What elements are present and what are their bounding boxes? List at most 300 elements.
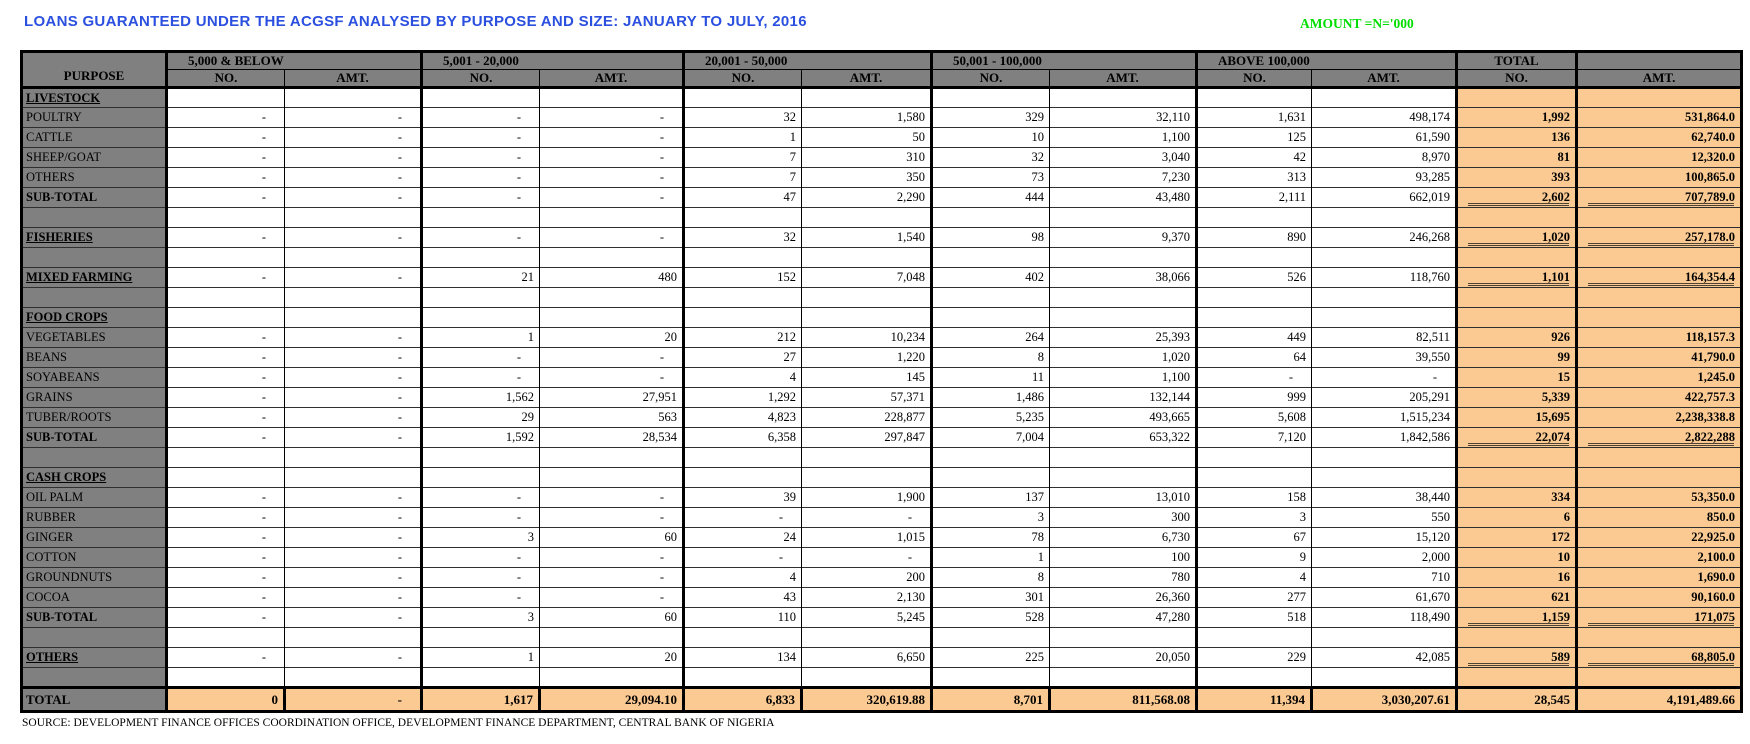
total-value-cell xyxy=(1457,668,1577,688)
value-cell: - xyxy=(167,128,285,148)
value-cell xyxy=(932,248,1050,268)
table-row xyxy=(22,648,1742,668)
row-label-cell xyxy=(22,448,167,468)
value-cell: 15,120 xyxy=(1312,528,1457,548)
value-cell xyxy=(1312,248,1457,268)
loans-table xyxy=(20,50,1743,713)
value-cell: 300 xyxy=(1050,508,1197,528)
value-cell: - xyxy=(540,168,684,188)
row-label-cell xyxy=(22,628,167,648)
row-label-cell: TOTAL xyxy=(22,688,167,712)
value-cell: - xyxy=(540,488,684,508)
value-cell: 999 xyxy=(1197,388,1312,408)
value-cell xyxy=(684,668,802,688)
row-label-cell: SUB-TOTAL xyxy=(22,608,167,628)
value-cell: 205,291 xyxy=(1312,388,1457,408)
total-value-cell xyxy=(1457,308,1577,328)
total-value-cell xyxy=(1577,248,1742,268)
col-header-cell: NO. xyxy=(684,70,802,88)
value-cell xyxy=(1197,668,1312,688)
value-cell xyxy=(1050,448,1197,468)
value-cell: - xyxy=(285,328,422,348)
value-cell: 493,665 xyxy=(1050,408,1197,428)
total-value-cell: 589 xyxy=(1457,648,1577,668)
value-cell: - xyxy=(285,188,422,208)
total-value-cell: 926 xyxy=(1457,328,1577,348)
value-cell: - xyxy=(540,148,684,168)
total-value-cell: 171,075 xyxy=(1577,608,1742,628)
value-cell: - xyxy=(422,168,540,188)
total-value-cell: 621 xyxy=(1457,588,1577,608)
table-row xyxy=(22,568,1742,588)
value-cell: - xyxy=(167,508,285,528)
page-title: LOANS GUARANTEED UNDER THE ACGSF ANALYSED BY PURPOSE AND SIZE: JANUARY TO JULY, 2016 xyxy=(24,13,807,30)
value-cell xyxy=(167,668,285,688)
value-cell xyxy=(1312,208,1457,228)
value-cell: 118,760 xyxy=(1312,268,1457,288)
value-cell: 1,515,234 xyxy=(1312,408,1457,428)
value-cell: - xyxy=(540,568,684,588)
total-value-cell xyxy=(1577,448,1742,468)
value-cell xyxy=(684,208,802,228)
value-cell: 13,010 xyxy=(1050,488,1197,508)
row-label-cell: MIXED FARMING xyxy=(22,268,167,288)
value-cell: 7,230 xyxy=(1050,168,1197,188)
total-value-cell: 2,238,338.8 xyxy=(1577,408,1742,428)
value-cell xyxy=(932,308,1050,328)
value-cell xyxy=(285,668,422,688)
table-row xyxy=(22,108,1742,128)
value-cell: - xyxy=(540,368,684,388)
value-cell: 1,020 xyxy=(1050,348,1197,368)
value-cell xyxy=(1197,308,1312,328)
value-cell xyxy=(932,448,1050,468)
row-label-cell: GRAINS xyxy=(22,388,167,408)
value-cell xyxy=(422,468,540,488)
value-cell: 42,085 xyxy=(1312,648,1457,668)
total-value-cell xyxy=(1577,308,1742,328)
total-value-cell: 5,339 xyxy=(1457,388,1577,408)
value-cell: 1,562 xyxy=(422,388,540,408)
value-cell: 60 xyxy=(540,528,684,548)
value-cell: - xyxy=(802,508,932,528)
total-value-cell: 172 xyxy=(1457,528,1577,548)
col-header-cell: AMT. xyxy=(802,70,932,88)
total-value-cell: 422,757.3 xyxy=(1577,388,1742,408)
value-cell: - xyxy=(285,568,422,588)
value-cell: - xyxy=(422,488,540,508)
row-label-cell: FISHERIES xyxy=(22,228,167,248)
value-cell: 1 xyxy=(422,648,540,668)
row-label-cell xyxy=(22,288,167,308)
value-cell: 32 xyxy=(932,148,1050,168)
value-cell xyxy=(540,88,684,108)
total-value-cell: 2,822,288 xyxy=(1577,428,1742,448)
total-value-cell xyxy=(1457,468,1577,488)
value-cell: 3,040 xyxy=(1050,148,1197,168)
value-cell xyxy=(285,288,422,308)
total-value-cell: 15,695 xyxy=(1457,408,1577,428)
col-header-cell: NO. xyxy=(422,70,540,88)
value-cell xyxy=(802,308,932,328)
value-cell: 313 xyxy=(1197,168,1312,188)
value-cell: - xyxy=(540,128,684,148)
value-cell: 1,100 xyxy=(1050,128,1197,148)
row-label-cell xyxy=(22,248,167,268)
total-value-cell xyxy=(1457,448,1577,468)
value-cell: 11 xyxy=(932,368,1050,388)
value-cell: 78 xyxy=(932,528,1050,548)
col-header-cell: NO. xyxy=(932,70,1050,88)
value-cell: 4 xyxy=(684,568,802,588)
value-cell xyxy=(1050,628,1197,648)
total-value-cell: 6 xyxy=(1457,508,1577,528)
value-cell: 7,120 xyxy=(1197,428,1312,448)
row-label-cell: OTHERS xyxy=(22,168,167,188)
value-cell: 47 xyxy=(684,188,802,208)
total-value-cell xyxy=(1577,88,1742,108)
value-cell: 297,847 xyxy=(802,428,932,448)
value-cell xyxy=(1197,288,1312,308)
table-row xyxy=(22,208,1742,228)
value-cell: - xyxy=(285,128,422,148)
source-note: SOURCE: DEVELOPMENT FINANCE OFFICES COORDINATION OFFICE, DEVELOPMENT FINANCE DEPARTMENT, CENTRAL BANK OF NIGERIA xyxy=(22,717,775,729)
value-cell xyxy=(422,448,540,468)
value-cell: 38,440 xyxy=(1312,488,1457,508)
row-label-cell: TUBER/ROOTS xyxy=(22,408,167,428)
total-value-cell: 2,100.0 xyxy=(1577,548,1742,568)
value-cell: 1,617 xyxy=(422,688,540,712)
col-header-cell: AMT. xyxy=(540,70,684,88)
value-cell: - xyxy=(802,548,932,568)
value-cell xyxy=(802,248,932,268)
value-cell: - xyxy=(540,548,684,568)
value-cell: - xyxy=(285,488,422,508)
value-cell: - xyxy=(167,148,285,168)
total-value-cell xyxy=(1457,88,1577,108)
value-cell: 64 xyxy=(1197,348,1312,368)
value-cell: 5,245 xyxy=(802,608,932,628)
value-cell: - xyxy=(684,548,802,568)
value-cell: - xyxy=(285,168,422,188)
value-cell: 93,285 xyxy=(1312,168,1457,188)
total-value-cell: 164,354.4 xyxy=(1577,268,1742,288)
value-cell: - xyxy=(167,328,285,348)
value-cell: 6,833 xyxy=(684,688,802,712)
value-cell: - xyxy=(167,528,285,548)
value-cell: 2,111 xyxy=(1197,188,1312,208)
value-cell xyxy=(422,288,540,308)
table-row xyxy=(22,408,1742,428)
value-cell: 225 xyxy=(932,648,1050,668)
row-label-cell: SOYABEANS xyxy=(22,368,167,388)
value-cell: 890 xyxy=(1197,228,1312,248)
value-cell: 310 xyxy=(802,148,932,168)
value-cell: - xyxy=(1197,368,1312,388)
row-label-cell: SUB-TOTAL xyxy=(22,428,167,448)
value-cell: - xyxy=(167,648,285,668)
value-cell: - xyxy=(422,348,540,368)
value-cell xyxy=(1197,208,1312,228)
row-label-cell xyxy=(22,668,167,688)
total-value-cell xyxy=(1457,208,1577,228)
value-cell xyxy=(1050,288,1197,308)
table-row xyxy=(22,228,1742,248)
value-cell: 780 xyxy=(1050,568,1197,588)
table-row xyxy=(22,528,1742,548)
table-row xyxy=(22,328,1742,348)
value-cell: 228,877 xyxy=(802,408,932,428)
value-cell xyxy=(285,248,422,268)
value-cell: - xyxy=(167,348,285,368)
value-cell: 350 xyxy=(802,168,932,188)
value-cell: - xyxy=(422,508,540,528)
value-cell: 5,235 xyxy=(932,408,1050,428)
value-cell: - xyxy=(422,228,540,248)
table-row xyxy=(22,668,1742,688)
value-cell xyxy=(422,248,540,268)
row-label-cell: LIVESTOCK xyxy=(22,88,167,108)
value-cell xyxy=(1312,308,1457,328)
value-cell: 29 xyxy=(422,408,540,428)
value-cell: 444 xyxy=(932,188,1050,208)
value-cell xyxy=(167,628,285,648)
table-row xyxy=(22,588,1742,608)
value-cell: 662,019 xyxy=(1312,188,1457,208)
value-cell: 550 xyxy=(1312,508,1457,528)
row-label-cell: SHEEP/GOAT xyxy=(22,148,167,168)
value-cell: - xyxy=(285,408,422,428)
value-cell: 29,094.10 xyxy=(540,688,684,712)
row-label-cell: COTTON xyxy=(22,548,167,568)
table-header xyxy=(22,52,1742,88)
value-cell: 50 xyxy=(802,128,932,148)
table-row xyxy=(22,148,1742,168)
row-label-cell: VEGETABLES xyxy=(22,328,167,348)
col-header-cell: AMT. xyxy=(1312,70,1457,88)
value-cell: 4 xyxy=(1197,568,1312,588)
value-cell: 42 xyxy=(1197,148,1312,168)
value-cell: - xyxy=(285,428,422,448)
total-value-cell: 99 xyxy=(1457,348,1577,368)
value-cell: 137 xyxy=(932,488,1050,508)
value-cell xyxy=(802,208,932,228)
value-cell xyxy=(285,308,422,328)
value-cell: 480 xyxy=(540,268,684,288)
value-cell: 528 xyxy=(932,608,1050,628)
value-cell xyxy=(684,308,802,328)
value-cell xyxy=(540,468,684,488)
value-cell xyxy=(540,628,684,648)
value-cell: - xyxy=(422,548,540,568)
value-cell: 563 xyxy=(540,408,684,428)
value-cell: 1,292 xyxy=(684,388,802,408)
row-label-cell: SUB-TOTAL xyxy=(22,188,167,208)
value-cell: 20 xyxy=(540,328,684,348)
value-cell: 498,174 xyxy=(1312,108,1457,128)
group-header-cell: 20,001 - 50,000 xyxy=(684,52,932,70)
total-value-cell: 16 xyxy=(1457,568,1577,588)
value-cell: 1 xyxy=(422,328,540,348)
value-cell: - xyxy=(285,608,422,628)
value-cell xyxy=(285,448,422,468)
table-row xyxy=(22,628,1742,648)
row-label-cell: CATTLE xyxy=(22,128,167,148)
value-cell: - xyxy=(167,228,285,248)
table-row xyxy=(22,468,1742,488)
group-header-cell-total: TOTAL xyxy=(1457,52,1577,70)
total-value-cell: 10 xyxy=(1457,548,1577,568)
total-value-cell: 393 xyxy=(1457,168,1577,188)
table-row xyxy=(22,288,1742,308)
value-cell: 8 xyxy=(932,348,1050,368)
value-cell: 8,701 xyxy=(932,688,1050,712)
total-value-cell: 12,320.0 xyxy=(1577,148,1742,168)
value-cell xyxy=(422,668,540,688)
value-cell xyxy=(285,468,422,488)
value-cell: 47,280 xyxy=(1050,608,1197,628)
total-value-cell: 1,159 xyxy=(1457,608,1577,628)
value-cell: - xyxy=(285,228,422,248)
value-cell: 9 xyxy=(1197,548,1312,568)
value-cell: 1,540 xyxy=(802,228,932,248)
col-header-cell: AMT. xyxy=(1050,70,1197,88)
value-cell xyxy=(684,288,802,308)
purpose-header-cell: PURPOSE xyxy=(22,52,167,88)
value-cell: 518 xyxy=(1197,608,1312,628)
col-header-cell: NO. xyxy=(167,70,285,88)
value-cell xyxy=(167,468,285,488)
value-cell: - xyxy=(167,188,285,208)
value-cell xyxy=(1197,88,1312,108)
value-cell: 10,234 xyxy=(802,328,932,348)
value-cell xyxy=(1197,248,1312,268)
total-value-cell: 118,157.3 xyxy=(1577,328,1742,348)
value-cell xyxy=(422,628,540,648)
value-cell: 3 xyxy=(1197,508,1312,528)
value-cell: - xyxy=(167,588,285,608)
value-cell: 39 xyxy=(684,488,802,508)
row-label-cell: OIL PALM xyxy=(22,488,167,508)
total-value-cell: 100,865.0 xyxy=(1577,168,1742,188)
value-cell: 2,130 xyxy=(802,588,932,608)
value-cell: 1 xyxy=(932,548,1050,568)
value-cell: 61,590 xyxy=(1312,128,1457,148)
total-value-cell: 531,864.0 xyxy=(1577,108,1742,128)
value-cell xyxy=(932,288,1050,308)
value-cell: 110 xyxy=(684,608,802,628)
table-row xyxy=(22,188,1742,208)
total-value-cell xyxy=(1457,288,1577,308)
value-cell: 132,144 xyxy=(1050,388,1197,408)
table-row xyxy=(22,348,1742,368)
value-cell: 2,000 xyxy=(1312,548,1457,568)
group-header-cell: 50,001 - 100,000 xyxy=(932,52,1197,70)
group-header-cell: 5,000 & BELOW xyxy=(167,52,422,70)
value-cell: - xyxy=(285,588,422,608)
value-cell xyxy=(167,308,285,328)
value-cell xyxy=(932,668,1050,688)
value-cell: 43,480 xyxy=(1050,188,1197,208)
value-cell: 1,842,586 xyxy=(1312,428,1457,448)
value-cell: 6,730 xyxy=(1050,528,1197,548)
value-cell xyxy=(167,288,285,308)
value-cell xyxy=(684,88,802,108)
value-cell xyxy=(540,448,684,468)
value-cell: - xyxy=(285,348,422,368)
row-label-cell: OTHERS xyxy=(22,648,167,668)
value-cell xyxy=(932,628,1050,648)
value-cell: 8,970 xyxy=(1312,148,1457,168)
value-cell: 811,568.08 xyxy=(1050,688,1197,712)
table-row xyxy=(22,88,1742,108)
value-cell: 4,823 xyxy=(684,408,802,428)
table-row xyxy=(22,248,1742,268)
value-cell: 2,290 xyxy=(802,188,932,208)
value-cell: 28,534 xyxy=(540,428,684,448)
value-cell: 653,322 xyxy=(1050,428,1197,448)
value-cell: - xyxy=(285,148,422,168)
value-cell: 3 xyxy=(932,508,1050,528)
value-cell: 67 xyxy=(1197,528,1312,548)
value-cell xyxy=(422,208,540,228)
total-value-cell: 4,191,489.66 xyxy=(1577,688,1742,712)
total-value-cell: 136 xyxy=(1457,128,1577,148)
value-cell xyxy=(167,208,285,228)
value-cell: 1,015 xyxy=(802,528,932,548)
col-header-cell: NO. xyxy=(1197,70,1312,88)
table-row xyxy=(22,428,1742,448)
value-cell: - xyxy=(167,388,285,408)
value-cell: - xyxy=(422,128,540,148)
value-cell: 118,490 xyxy=(1312,608,1457,628)
value-cell: - xyxy=(167,268,285,288)
table-row xyxy=(22,488,1742,508)
value-cell: - xyxy=(167,428,285,448)
value-cell: - xyxy=(285,508,422,528)
value-cell: 11,394 xyxy=(1197,688,1312,712)
value-cell: - xyxy=(285,368,422,388)
table-row xyxy=(22,688,1742,712)
value-cell xyxy=(1197,448,1312,468)
value-cell xyxy=(932,468,1050,488)
value-cell: 264 xyxy=(932,328,1050,348)
value-cell: 9,370 xyxy=(1050,228,1197,248)
value-cell: - xyxy=(167,568,285,588)
value-cell: 8 xyxy=(932,568,1050,588)
value-cell xyxy=(1050,468,1197,488)
table-row xyxy=(22,448,1742,468)
value-cell xyxy=(540,308,684,328)
value-cell: 20,050 xyxy=(1050,648,1197,668)
value-cell xyxy=(802,288,932,308)
value-cell: 32,110 xyxy=(1050,108,1197,128)
value-cell xyxy=(1050,308,1197,328)
value-cell xyxy=(684,468,802,488)
value-cell xyxy=(802,88,932,108)
table-row xyxy=(22,368,1742,388)
value-cell: - xyxy=(167,368,285,388)
value-cell xyxy=(285,208,422,228)
value-cell: 61,670 xyxy=(1312,588,1457,608)
value-cell: 39,550 xyxy=(1312,348,1457,368)
value-cell: - xyxy=(540,348,684,368)
value-cell: 82,511 xyxy=(1312,328,1457,348)
value-cell xyxy=(684,628,802,648)
value-cell xyxy=(167,248,285,268)
value-cell: 27,951 xyxy=(540,388,684,408)
value-cell: 449 xyxy=(1197,328,1312,348)
